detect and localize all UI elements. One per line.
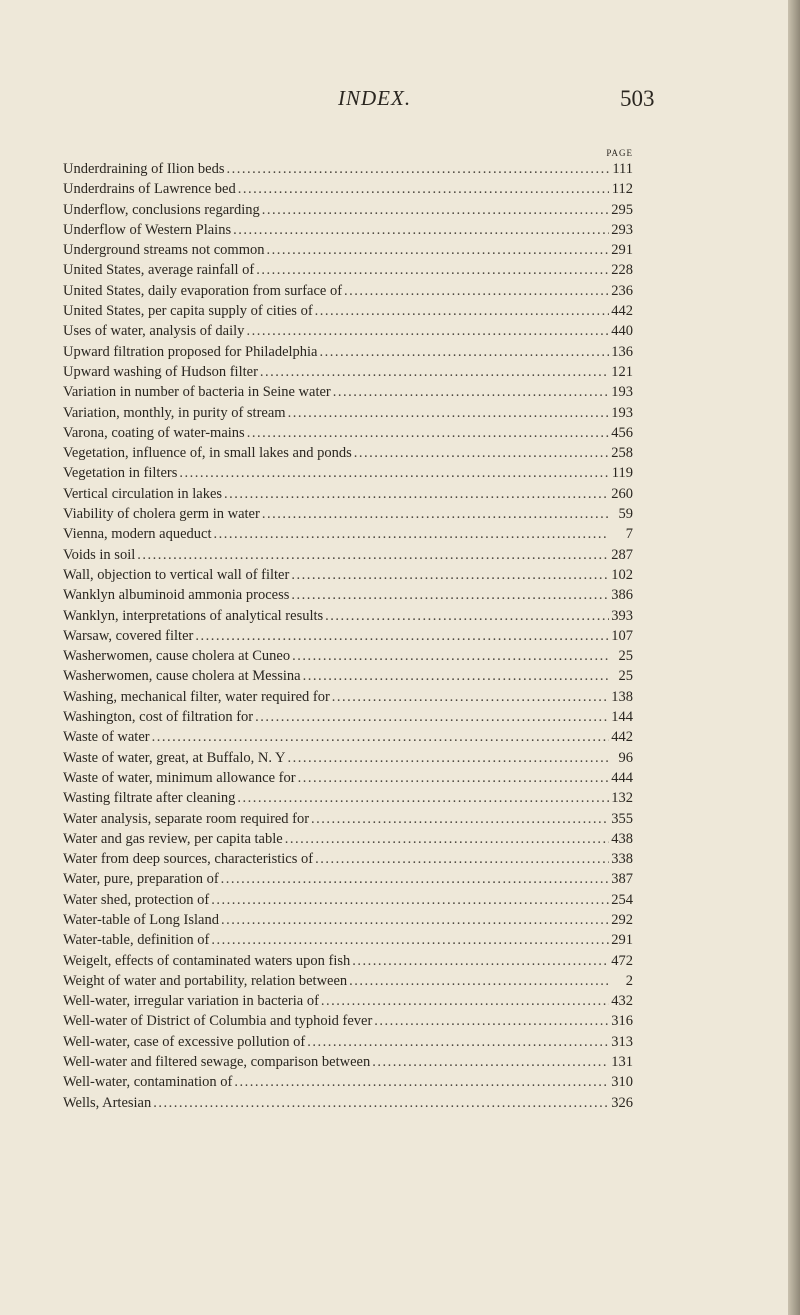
index-entry-page: 355 [611,810,633,827]
dot-leader [309,809,609,829]
dot-leader [372,1011,609,1031]
index-entry-term: Weight of water and portability, relation between [63,972,348,989]
index-entry-term: Varona, coating of water-mains [63,424,245,441]
dot-leader [289,585,609,605]
index-entry-page: 293 [611,221,633,238]
index-entry [63,666,633,686]
index-entry-page: 144 [611,709,633,726]
index-entry-page: 393 [611,607,633,624]
dot-leader [209,930,609,950]
index-entry [63,321,633,341]
page-column-label: PAGE [606,148,633,158]
index-entry [63,443,633,463]
index-entry [63,524,633,544]
index-entry [63,220,633,240]
index-entry-term: Wells, Artesian [63,1094,152,1111]
index-entry-term: Wall, objection to vertical wall of filter [63,566,290,583]
index-entry-term: Underflow, conclusions regarding [63,201,260,218]
dot-leader [260,504,609,524]
dot-leader [236,179,609,199]
index-entry-page: 291 [611,242,633,259]
index-entry-term: Wanklyn albuminoid ammonia process [63,587,290,604]
index-entry [63,748,633,768]
index-entry [63,930,633,950]
index-entry-page: 287 [611,546,633,563]
dot-leader [265,240,610,260]
dot-leader [245,423,609,443]
index-entry-term: Vertical circulation in lakes [63,485,223,502]
index-entry-page: 2 [625,972,633,989]
index-entry [63,890,633,910]
index-entry-term: Waste of water, minimum allowance for [63,769,296,786]
dot-leader [347,971,609,991]
index-entry-term: Vienna, modern aqueduct [63,526,212,543]
index-entry [63,545,633,565]
index-entry-page: 472 [611,952,633,969]
dot-leader [318,342,610,362]
index-entry-page: 131 [611,1054,633,1071]
index-entry-page: 111 [612,161,633,177]
index-entry-page: 387 [611,871,633,888]
index-entry-term: Variation in number of bacteria in Seine water [63,384,331,401]
index-entry-term: Underdraining of Ilion beds [63,161,225,177]
index-entry [63,626,633,646]
dot-leader [235,788,609,808]
index-entry [63,727,633,747]
index-entry-term: Washerwomen, cause cholera at Messina [63,668,301,685]
index-entry [63,403,633,423]
index-entry-page: 442 [611,729,633,746]
index-entry-term: Water-table, definition of [63,932,210,949]
index-entry-page: 193 [611,404,633,421]
index-entry-page: 456 [611,424,633,441]
index-entry-page: 136 [611,343,633,360]
index-entry-term: Wanklyn, interpretations of analytical results [63,607,324,624]
dot-leader [296,768,609,788]
running-head [0,86,788,116]
index-entry-term: Weigelt, effects of contaminated waters upon fish [63,952,351,969]
index-entry-page: 107 [611,627,633,644]
index-entry [63,1072,633,1092]
dot-leader [224,159,609,179]
index-entry-term: United States, daily evaporation from surface of [63,282,343,299]
index-entry-term: Well-water, case of excessive pollution of [63,1033,306,1050]
dot-leader [342,281,609,301]
index-entry-term: United States, per capita supply of cities of [63,303,313,320]
index-entry-page: 228 [611,262,633,279]
index-entry [63,971,633,991]
index-entry [63,484,633,504]
index-entry-page: 7 [625,526,633,543]
dot-leader [286,748,609,768]
index-entry [63,585,633,605]
index-entry [63,829,633,849]
index-entry-page: 25 [618,668,633,685]
index-entry-page: 291 [611,932,633,949]
index-entry [63,565,633,585]
index-entry-page: 386 [611,587,633,604]
index-entry [63,362,633,382]
dot-leader [219,910,609,930]
index-entry-term: United States, average rainfall of [63,262,255,279]
index-entry-page: 254 [611,891,633,908]
index-entry-page: 102 [611,566,633,583]
index-entry-term: Underdrains of Lawrence bed [63,181,236,198]
dot-leader [305,1032,609,1052]
index-entry [63,687,633,707]
index-entry-term: Water analysis, separate room required for [63,810,310,827]
dot-leader [254,260,609,280]
dot-leader [260,200,609,220]
index-entry [63,869,633,889]
running-head-title: INDEX. [338,86,412,110]
index-entry-term: Water-table of Long Island [63,911,219,928]
index-entry-term: Well-water, contamination of [63,1074,233,1091]
index-entry-page: 132 [611,790,633,807]
dot-leader [135,545,609,565]
index-entry [63,991,633,1011]
index-entry [63,260,633,280]
index-entry-term: Uses of water, analysis of daily [63,323,245,340]
index-entry-term: Variation, monthly, in purity of stream [63,404,286,421]
dot-leader [313,849,609,869]
index-entry-term: Upward filtration proposed for Philadelphia [63,343,318,360]
index-entry [63,463,633,483]
index-entry [63,1052,633,1072]
index-entry-term: Waste of water, great, at Buffalo, N. Y [63,749,286,766]
index-entry-page: 138 [611,688,633,705]
index-entry [63,200,633,220]
dot-leader [151,1093,609,1113]
index-entry-page: 59 [618,506,633,523]
index-entry [63,504,633,524]
dot-leader [313,301,609,321]
dot-leader [290,646,609,666]
index-entry-term: Water shed, protection of [63,891,210,908]
index-entry-page: 292 [611,911,633,928]
index-entry-term: Well-water and filtered sewage, comparison between [63,1054,371,1071]
index-entry-term: Vegetation in filters [63,465,178,482]
dot-leader [283,829,609,849]
index-entry-term: Water, pure, preparation of [63,871,219,888]
index-entries [63,159,633,1113]
dot-leader [330,687,609,707]
dot-leader [212,524,609,544]
index-entry [63,910,633,930]
index-entry [63,1032,633,1052]
dot-leader [193,626,609,646]
index-entry-page: 295 [611,201,633,218]
page-edge [788,0,800,1315]
dot-leader [253,707,609,727]
index-entry-page: 260 [611,485,633,502]
index-entry-term: Vegetation, influence of, in small lakes and ponds [63,445,352,462]
index-entry-page: 96 [618,749,633,766]
index-entry-page: 112 [611,181,633,198]
index-entry-page: 236 [611,282,633,299]
index-entry-page: 119 [611,465,633,482]
index-entry-page: 438 [611,830,633,847]
dot-leader [209,890,609,910]
index-entry [63,240,633,260]
index-entry [63,646,633,666]
index-entry [63,768,633,788]
index-entry [63,1093,633,1113]
dot-leader [289,565,609,585]
dot-leader [244,321,609,341]
dot-leader [350,951,609,971]
index-entry-page: 121 [611,363,633,380]
dot-leader [352,443,609,463]
index-entry-page: 25 [618,648,633,665]
dot-leader [258,362,609,382]
index-entry-term: Washington, cost of filtration for [63,709,254,726]
page-number: 503 [620,86,655,111]
index-entry [63,1011,633,1031]
index-entry-term: Warsaw, covered filter [63,627,194,644]
index-entry [63,707,633,727]
dot-leader [370,1052,609,1072]
index-entry-page: 440 [611,323,633,340]
dot-leader [219,869,609,889]
index-entry-page: 432 [611,993,633,1010]
index-entry [63,159,633,179]
index-entry [63,179,633,199]
index-entry-term: Wasting filtrate after cleaning [63,790,236,807]
dot-leader [319,991,609,1011]
index-entry-term: Well-water, irregular variation in bacteria of [63,993,319,1010]
dot-leader [323,606,609,626]
dot-leader [222,484,609,504]
index-entry-term: Water and gas review, per capita table [63,830,283,847]
index-entry-term: Washerwomen, cause cholera at Cuneo [63,648,291,665]
index-entry-page: 444 [611,769,633,786]
index-entry-term: Underflow of Western Plains [63,221,232,238]
index-entry-term: Washing, mechanical filter, water required for [63,688,330,705]
index-entry-page: 316 [611,1013,633,1030]
index-entry [63,788,633,808]
index-entry-page: 193 [611,384,633,401]
index-entry-term: Well-water of District of Columbia and typhoid fever [63,1013,373,1030]
index-entry-term: Water from deep sources, characteristics of [63,851,314,868]
index-entry [63,849,633,869]
index-entry-page: 313 [611,1033,633,1050]
index-entry [63,342,633,362]
index-entry [63,423,633,443]
index-entry-term: Waste of water [63,729,150,746]
index-entry-term: Voids in soil [63,546,136,563]
index-entry-term: Upward washing of Hudson filter [63,363,258,380]
dot-leader [150,727,609,747]
dot-leader [232,1072,609,1092]
index-entry-page: 310 [611,1074,633,1091]
dot-leader [331,382,609,402]
index-entry [63,281,633,301]
index-entry-term: Viability of cholera germ in water [63,506,260,523]
index-entry-page: 326 [611,1094,633,1111]
index-entry-page: 258 [611,445,633,462]
dot-leader [301,666,609,686]
index-entry-term: Underground streams not common [63,242,265,259]
dot-leader [286,403,609,423]
dot-leader [177,463,609,483]
index-entry [63,301,633,321]
dot-leader [231,220,609,240]
index-entry [63,809,633,829]
index-entry [63,606,633,626]
index-entry [63,382,633,402]
index-entry-page: 338 [611,851,633,868]
index-entry-page: 442 [611,303,633,320]
index-entry [63,951,633,971]
